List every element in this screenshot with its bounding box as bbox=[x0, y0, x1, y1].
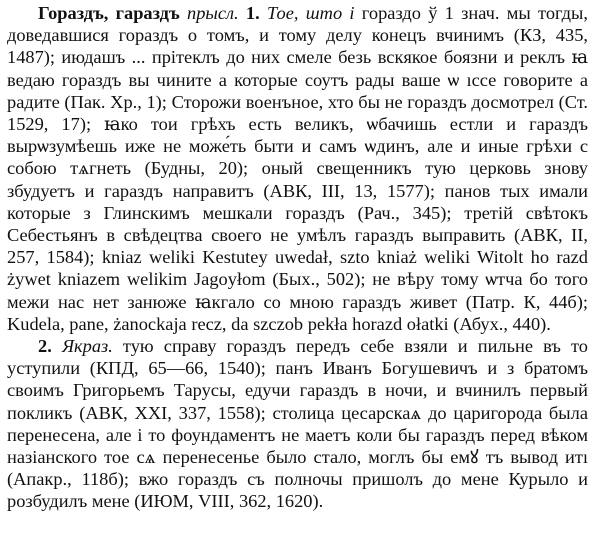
entry-sense-1 bbox=[7, 2, 588, 335]
sense-2-gloss: Якраз. bbox=[61, 336, 113, 357]
entry-sense-2 bbox=[7, 335, 588, 513]
sense-1-gloss: Тое, што і bbox=[266, 3, 355, 23]
sense-1-number: 1. bbox=[245, 3, 260, 23]
part-of-speech: прысл. bbox=[187, 3, 239, 23]
dictionary-entry bbox=[7, 2, 588, 513]
sense-2-quotations: тую справу гораздъ передъ себе взяли и пильне въ то уступили (КПД, 65—66, 1540); панъ Иванъ Богушевичъ и з братомъ своимъ Григорьемъ Тарусы, едучи гараздъ в ночи, и вчинилъ первый покликъ (АВК, XXI, 337, 1558); столица цесарскаѧ до царигорода была перенесена, але і то фоундаментъ не маетъ коли бы гараздъ перед вѣком назіанского тое сѧ перенесенье было стало, моглъ бы емꙋ тъ вывод итı (Апакр., 118б); вжо гораздъ съ полночы пришолъ до мене Курыло и розбудилъ мене (ИЮМ, VIII, 362, 1620). bbox=[7, 336, 588, 512]
sense-2-number: 2. bbox=[38, 336, 52, 357]
entry-headword: Гораздъ, гараздъ bbox=[38, 3, 180, 23]
sense-1-quotations: гораздо ў 1 знач. мы тогды, доведавшися гораздъ о томъ, и тому делу конецъ вчинимъ (КЗ, 435, 1487); июдашъ ... прітеклъ до них смеле безь вскякое боязни и реклъ ꙗ ведаю гораздъ вы чините а которые соутъ рады ваше ѡ ıссе говорите а радите (Пак. Хр., 1); Сторожи военъное, хто бы не гораздъ досмотрел (Ст. 1529, 17); ꙗко тои грѣхъ есть великъ, ѡбачишь естли и гараздъ вырѡзумѣешь иже не може́ть быти и самъ ѡдинъ, але и иные грѣхи с собою тѧгнеть (Будны, 20); оный свещенникъ тую церковь знову збудуетъ и гараздъ направитъ (АВК, III, 13, 1577); панов тых имали которые з Глинскимъ мешкали гораздъ (Рач., 345); третiй свѣтокъ Себестьянъ в свѣдецтва своего не умѣлъ гараздъ выправить (АВК, II, 257, 1584); kniaz weliki Kestutey uwedał, szto kniaż weliki Witolt ho razd żywet kniazem welikim Jagoyłom (Бых., 502); не вѣрy тому ѡтча бо того межи нас нет занюже ꙗкгало со мною гараздъ живет (Патр. К, 44б); Kudela, pane, żanockaja recz, da szczob pekła horazd ołatki (Абух., 440). bbox=[7, 3, 588, 334]
